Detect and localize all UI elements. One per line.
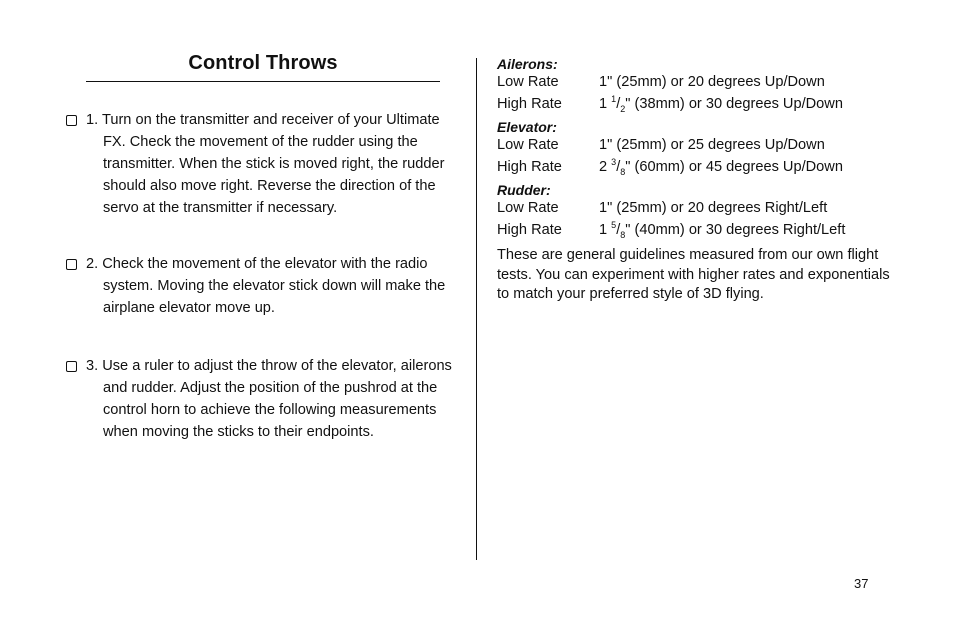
elevator-section bbox=[497, 119, 907, 178]
ailerons-heading: Ailerons: bbox=[497, 56, 558, 72]
ailerons-high-rate-row bbox=[497, 94, 907, 116]
rudder-low-rate-row bbox=[497, 198, 907, 220]
row-value: 2 $^3/_8$" (60mm) or 45 degrees Up/Down bbox=[599, 156, 843, 177]
step-2 bbox=[66, 253, 466, 319]
guidelines-note: These are general guidelines measured from our own flight tests. You can experiment with higher rates and exponentials to match your preferred style of 3D flying. bbox=[497, 247, 890, 302]
step-3-first-line: 3. Use a ruler to adjust the throw of the elevator, ailerons bbox=[86, 358, 452, 374]
rudder-heading: Rudder: bbox=[497, 182, 551, 198]
step-1-text: FX. Check the movement of the rudder using the transmitter. When the stick is moved right, the rudder should also move right. Reverse the direction of the servo at the transmitter if necessary. bbox=[103, 134, 445, 216]
step-3 bbox=[66, 355, 466, 443]
row-label: High Rate bbox=[497, 221, 562, 238]
step-3-text: and rudder. Adjust the position of the pushrod at the control horn to achieve the following measurements when moving the sticks to their endpoints. bbox=[103, 380, 438, 440]
title-underline bbox=[86, 81, 440, 82]
column-divider bbox=[476, 58, 477, 560]
step-2-text: system. Moving the elevator stick down will make the airplane elevator move up. bbox=[103, 278, 446, 316]
step-2-first-line: 2. Check the movement of the elevator with the radio bbox=[86, 256, 428, 272]
ailerons-section bbox=[497, 56, 907, 115]
page-title: Control Throws bbox=[188, 52, 338, 74]
row-label: Low Rate bbox=[497, 74, 559, 90]
rudder-high-rate-row bbox=[497, 220, 907, 242]
rudder-section bbox=[497, 182, 907, 241]
row-value: 1 $^1/_2$" (38mm) or 30 degrees Up/Down bbox=[599, 93, 843, 114]
checkbox-icon[interactable] bbox=[66, 259, 77, 270]
control-throws-table bbox=[497, 56, 907, 305]
checkbox-icon[interactable] bbox=[66, 361, 77, 372]
row-value: 1 $^5/_8$" (40mm) or 30 degrees Right/Left bbox=[599, 219, 846, 240]
elevator-high-rate-row bbox=[497, 157, 907, 179]
row-label: High Rate bbox=[497, 95, 562, 112]
elevator-heading: Elevator: bbox=[497, 119, 557, 135]
step-1-first-line: 1. Turn on the transmitter and receiver of your Ultimate bbox=[86, 112, 440, 128]
row-value: 1" (25mm) or 25 degrees Up/Down bbox=[599, 137, 825, 153]
checkbox-icon[interactable] bbox=[66, 115, 77, 126]
step-1 bbox=[66, 109, 466, 219]
row-label: Low Rate bbox=[497, 200, 559, 216]
page-number: 37 bbox=[854, 576, 869, 591]
row-label: Low Rate bbox=[497, 137, 559, 153]
elevator-low-rate-row bbox=[497, 135, 907, 157]
row-value: 1" (25mm) or 20 degrees Right/Left bbox=[599, 200, 828, 216]
row-value: 1" (25mm) or 20 degrees Up/Down bbox=[599, 74, 825, 90]
row-label: High Rate bbox=[497, 158, 562, 175]
ailerons-low-rate-row bbox=[497, 72, 907, 94]
